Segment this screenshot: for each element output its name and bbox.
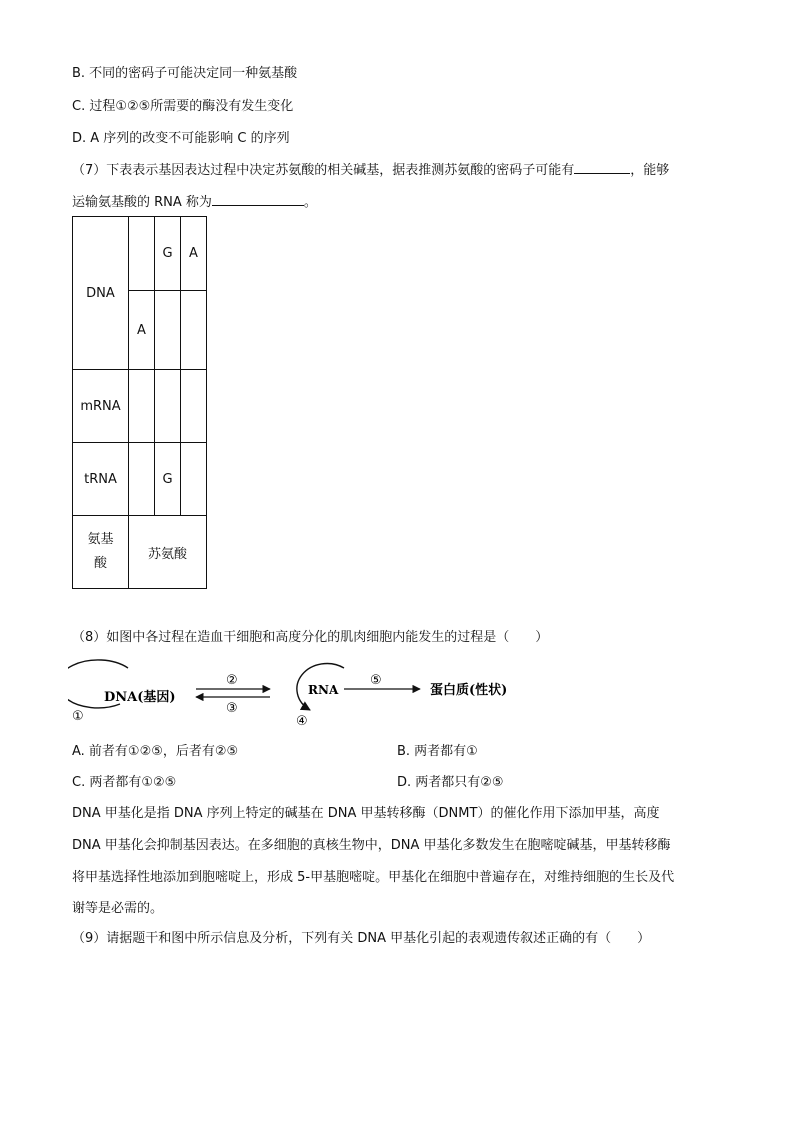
q7-stem-line2 <box>72 192 317 213</box>
process-1-label: ① <box>72 709 84 724</box>
q8-option-a: A. 前者有①②⑤，后者有②⑤ <box>72 744 239 759</box>
q7-stem-part2: ，能够 <box>630 163 670 178</box>
table-cell <box>129 217 155 291</box>
table-cell <box>181 370 207 443</box>
process-2-label: ② <box>226 673 238 688</box>
table-cell: G <box>155 443 181 516</box>
q8-option-b: B. 两者都有① <box>397 744 478 759</box>
q7-answer-blank-1[interactable] <box>574 160 630 174</box>
q7-stem-line1 <box>72 160 669 181</box>
table-cell: G <box>155 217 181 291</box>
row-label-dna: DNA <box>73 217 129 370</box>
table-cell <box>155 370 181 443</box>
amino-acid-value: 苏氨酸 <box>129 516 207 589</box>
table-cell <box>155 291 181 370</box>
q8-stem: （8）如图中各过程在造血干细胞和高度分化的肌肉细胞内能发生的过程是（ ） <box>72 630 549 645</box>
process-5-label: ⑤ <box>370 673 382 688</box>
table-cell <box>129 443 155 516</box>
codon-table <box>72 216 207 589</box>
q7-stem-part1: （7）下表表示基因表达过程中决定苏氨酸的相关碱基，据表推测苏氨酸的密码子可能有 <box>72 163 575 178</box>
row-label-amino-acid <box>73 516 129 589</box>
passage-line-2: DNA 甲基化会抑制基因表达。在多细胞的真核生物中，DNA 甲基化多数发生在胞嘧啶碱基，甲基转移酶 <box>72 838 671 853</box>
table-cell: A <box>129 291 155 370</box>
amino-acid-label-line2: 酸 <box>93 556 107 571</box>
option-c: C. 过程①②⑤所需要的酶没有发生变化 <box>72 99 294 114</box>
q7-stem-line2-part1: 运输氨基酸的 RNA 称为 <box>72 195 212 210</box>
q8-option-c: C. 两者都有①②⑤ <box>72 775 177 790</box>
table-cell <box>181 443 207 516</box>
process-4-label: ④ <box>296 714 308 728</box>
row-label-trna: tRNA <box>73 443 129 516</box>
option-b: B. 不同的密码子可能决定同一种氨基酸 <box>72 66 298 81</box>
table-cell <box>181 291 207 370</box>
q7-stem-line2-part2: 。 <box>303 195 317 210</box>
dna-label: DNA(基因) <box>104 690 176 705</box>
q8-option-d: D. 两者都只有②⑤ <box>397 775 504 790</box>
option-d: D. A 序列的改变不可能影响 C 的序列 <box>72 131 290 146</box>
passage-line-3: 将甲基选择性地添加到胞嘧啶上，形成 5-甲基胞嘧啶。甲基化在细胞中普遍存在，对维持细胞的生长及代 <box>72 870 675 885</box>
process-3-label: ③ <box>226 701 238 716</box>
protein-label: 蛋白质(性状) <box>430 683 508 698</box>
central-dogma-diagram <box>68 658 528 728</box>
q9-stem: （9）请据题干和图中所示信息及分析，下列有关 DNA 甲基化引起的表观遗传叙述正确的有（ ） <box>72 931 651 946</box>
table-cell <box>129 370 155 443</box>
passage-line-4: 谢等是必需的。 <box>72 901 164 916</box>
q7-answer-blank-2[interactable] <box>212 192 304 206</box>
table-cell: A <box>181 217 207 291</box>
row-label-mrna: mRNA <box>73 370 129 443</box>
rna-label: RNA <box>308 683 339 697</box>
amino-acid-label-line1: 氨基 <box>87 532 114 547</box>
passage-line-1: DNA 甲基化是指 DNA 序列上特定的碱基在 DNA 甲基转移酶（DNMT）的催化作用下添加甲基，高度 <box>72 806 660 821</box>
